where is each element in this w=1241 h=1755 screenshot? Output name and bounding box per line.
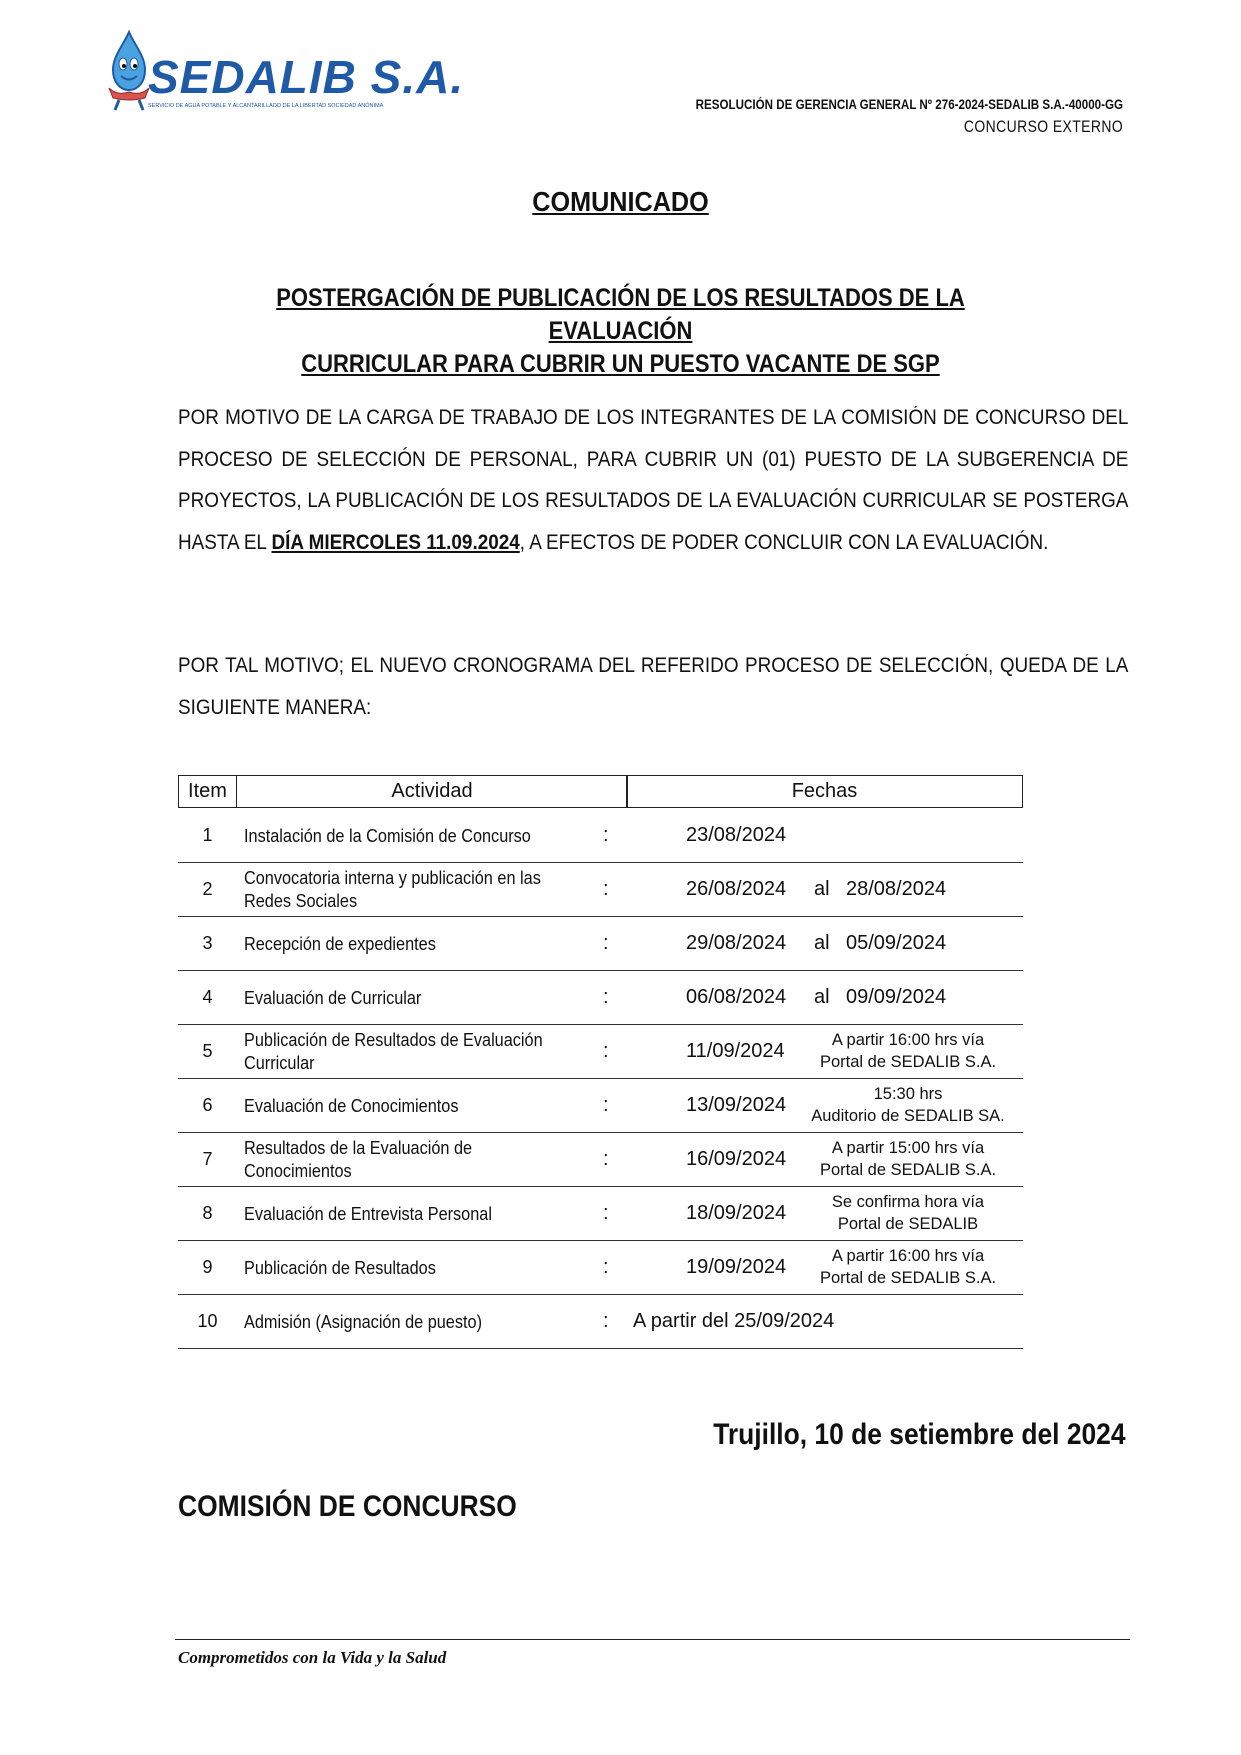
- row-activity: Resultados de la Evaluación de Conocimientos: [244, 1137, 473, 1181]
- table-row: [178, 1078, 1023, 1133]
- row-note-line-1: Se confirma hora vía: [831, 1193, 985, 1211]
- row-date-start: 23/08/2024: [686, 823, 787, 846]
- row-number: 6: [202, 1094, 213, 1115]
- row-activity: Convocatoria interna y publicación en las Redes Sociales: [244, 867, 541, 911]
- row-number: 1: [202, 824, 213, 845]
- paragraph-text-end: , A EFECTOS DE PODER CONCLUIR CON LA EVALUACIÓN.: [519, 530, 1049, 554]
- paragraph-postponement: [178, 397, 1128, 563]
- subtitle-line-1: POSTERGACIÓN DE PUBLICACIÓN DE LOS RESULTADOS DE LA EVALUACIÓN: [276, 284, 965, 345]
- logo-mascot-icon: [105, 30, 153, 112]
- row-date-separator: al: [814, 985, 830, 1008]
- row-number: 4: [202, 986, 213, 1007]
- row-colon: :: [603, 877, 609, 900]
- row-colon: :: [603, 1201, 609, 1224]
- row-note-line-2: Portal de SEDALIB S.A.: [819, 1269, 997, 1287]
- row-colon: :: [603, 1147, 609, 1170]
- row-colon: :: [603, 985, 609, 1008]
- row-activity: Publicación de Resultados: [244, 1256, 436, 1278]
- document-title: COMUNICADO: [532, 186, 709, 217]
- row-date-start: 18/09/2024: [686, 1201, 787, 1224]
- row-number: 9: [202, 1256, 213, 1277]
- row-note-line-2: Portal de SEDALIB S.A.: [819, 1161, 997, 1179]
- row-activity: Evaluación de Conocimientos: [244, 1094, 459, 1116]
- row-date-start: 06/08/2024: [686, 985, 787, 1008]
- row-date-start: 19/09/2024: [686, 1255, 787, 1278]
- table-row: [178, 1132, 1023, 1187]
- row-activity: Publicación de Resultados de Evaluación Curricular: [244, 1029, 543, 1073]
- row-note: [793, 1132, 1023, 1186]
- row-date-end: 09/09/2024: [846, 985, 947, 1008]
- row-date-separator: al: [814, 931, 830, 954]
- new-date-emphasis: DÍA MIERCOLES 11.09.2024: [271, 530, 520, 554]
- paragraph-text: POR MOTIVO DE LA CARGA DE TRABAJO DE LOS INTEGRANTES DE LA COMISIÓN DE CONCURSO DEL PROCESO DE SELECCIÓN DE PERSONAL, PARA CUBRIR UN (01) PUESTO DE LA SUBGERENCIA DE PROYECTOS, LA PUBLICACIÓN DE LOS RESULTADOS DE LA EVALUACIÓN CURRICULAR SE POSTERGA HASTA EL: [178, 406, 1129, 554]
- row-date-start: 13/09/2024: [686, 1093, 787, 1116]
- row-number: 3: [202, 932, 213, 953]
- row-activity: Recepción de expedientes: [244, 932, 436, 954]
- row-colon: :: [603, 1039, 609, 1062]
- table-row: [178, 916, 1023, 971]
- row-note-line-1: A partir 16:00 hrs vía: [831, 1031, 985, 1049]
- row-colon: :: [603, 931, 609, 954]
- row-activity: Admisión (Asignación de puesto): [244, 1310, 483, 1332]
- row-note: [793, 1078, 1023, 1132]
- row-note: [793, 1186, 1023, 1240]
- row-date-start: 26/08/2024: [686, 877, 787, 900]
- row-date-start: 16/09/2024: [686, 1147, 787, 1170]
- table-row: [178, 1186, 1023, 1241]
- row-number: 8: [202, 1202, 213, 1223]
- row-colon: :: [603, 1093, 609, 1116]
- table-row: [178, 1294, 1023, 1349]
- row-note: [793, 1024, 1023, 1078]
- table-row: [178, 970, 1023, 1025]
- row-activity: Instalación de la Comisión de Concurso: [244, 824, 531, 846]
- row-note: [793, 1240, 1023, 1294]
- subtitle-line-2: CURRICULAR PARA CUBRIR UN PUESTO VACANTE DE SGP: [301, 350, 940, 378]
- row-number: 5: [202, 1040, 213, 1061]
- footer-slogan: Comprometidos con la Vida y la Salud: [178, 1648, 447, 1667]
- row-date-start: 11/09/2024: [686, 1039, 785, 1062]
- row-note-line-2: Portal de SEDALIB S.A.: [819, 1053, 997, 1071]
- table-row: [178, 808, 1023, 863]
- paragraph-schedule-intro: POR TAL MOTIVO; EL NUEVO CRONOGRAMA DEL REFERIDO PROCESO DE SELECCIÓN, QUEDA DE LA SIGUIENTE MANERA:: [178, 654, 1129, 719]
- row-colon: :: [603, 1255, 609, 1278]
- row-date-start: 29/08/2024: [686, 931, 787, 954]
- row-date-end: 05/09/2024: [846, 931, 947, 954]
- row-date-end: 28/08/2024: [846, 877, 947, 900]
- signature-commission: COMISIÓN DE CONCURSO: [178, 1490, 517, 1523]
- header-item: Item: [178, 775, 237, 808]
- table-row: [178, 862, 1023, 917]
- row-number: 10: [197, 1310, 218, 1331]
- row-colon: :: [603, 823, 609, 846]
- row-note-line-2: Auditorio de SEDALIB SA.: [811, 1107, 1005, 1125]
- table-row: [178, 1024, 1023, 1079]
- header-dates: Fechas: [626, 775, 1023, 808]
- table-row: [178, 1240, 1023, 1295]
- document-subtitle: [224, 282, 1017, 381]
- logo-wordmark: SEDALIB S.A.: [148, 51, 465, 103]
- row-number: 7: [202, 1148, 213, 1169]
- row-note-line-2: Portal de SEDALIB: [837, 1215, 979, 1233]
- row-number: 2: [202, 878, 213, 899]
- logo-tagline: SERVICIO DE AGUA POTABLE Y ALCANTARILLADO DE LA LIBERTAD SOCIEDAD ANÓNIMA: [148, 103, 384, 109]
- header-activity: Actividad: [236, 775, 628, 808]
- footer-divider: [175, 1639, 1130, 1640]
- row-colon: :: [603, 1309, 609, 1332]
- place-and-date: Trujillo, 10 de setiembre del 2024: [713, 1418, 1126, 1451]
- row-activity: Evaluación de Curricular: [244, 986, 422, 1008]
- contest-type: CONCURSO EXTERNO: [963, 117, 1123, 136]
- row-note-line-1: A partir 15:00 hrs vía: [831, 1139, 985, 1157]
- resolution-reference: RESOLUCIÓN DE GERENCIA GENERAL Nº 276-2024-SEDALIB S.A.-40000-GG: [695, 97, 1123, 112]
- row-note-line-1: A partir 16:00 hrs vía: [831, 1247, 985, 1265]
- row-date-range: A partir del 25/09/2024: [633, 1309, 835, 1332]
- row-date-separator: al: [814, 877, 830, 900]
- row-activity: Evaluación de Entrevista Personal: [244, 1202, 492, 1224]
- row-note-line-1: 15:30 hrs: [873, 1085, 943, 1103]
